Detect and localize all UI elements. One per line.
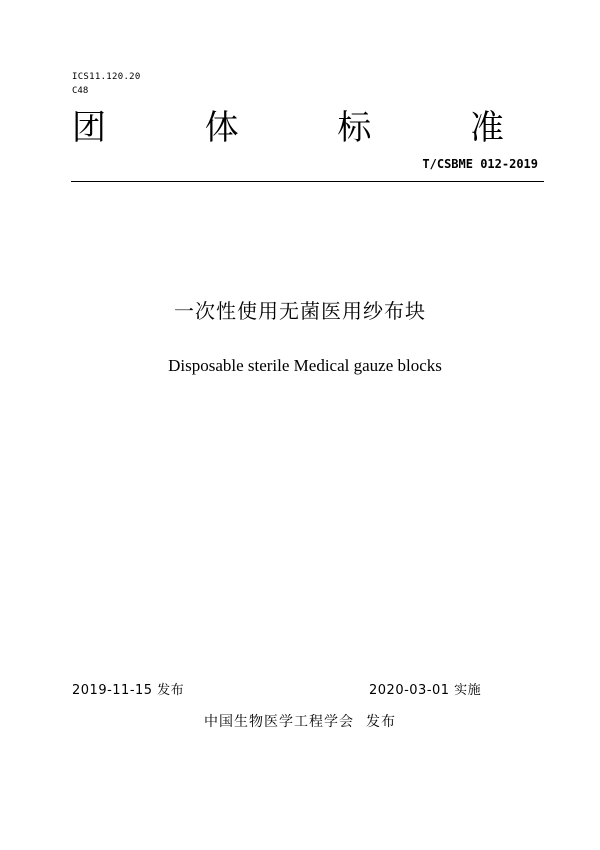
ics-code: ICS11.120.20 xyxy=(72,72,141,82)
implementation-date: 2020-03-01 实施 xyxy=(369,683,482,698)
document-title-chinese: 一次性使用无菌医用纱布块 xyxy=(174,299,426,323)
standard-type-char: 体 xyxy=(204,108,239,148)
publisher-action: 发布 xyxy=(366,714,396,730)
standard-type-char: 标 xyxy=(337,108,372,148)
ccs-code: C48 xyxy=(72,86,89,96)
document-title-english: Disposable sterile Medical gauze blocks xyxy=(168,356,442,375)
standard-type-heading xyxy=(72,104,504,152)
issue-date: 2019-11-15 发布 xyxy=(72,683,185,698)
standard-type-char: 准 xyxy=(469,108,504,148)
publisher-line xyxy=(0,713,600,731)
header-divider xyxy=(71,181,544,182)
publisher-name: 中国生物医学工程学会 xyxy=(204,714,354,730)
standard-type-char: 团 xyxy=(72,108,106,148)
standard-number: T/CSBME 012-2019 xyxy=(422,157,538,171)
